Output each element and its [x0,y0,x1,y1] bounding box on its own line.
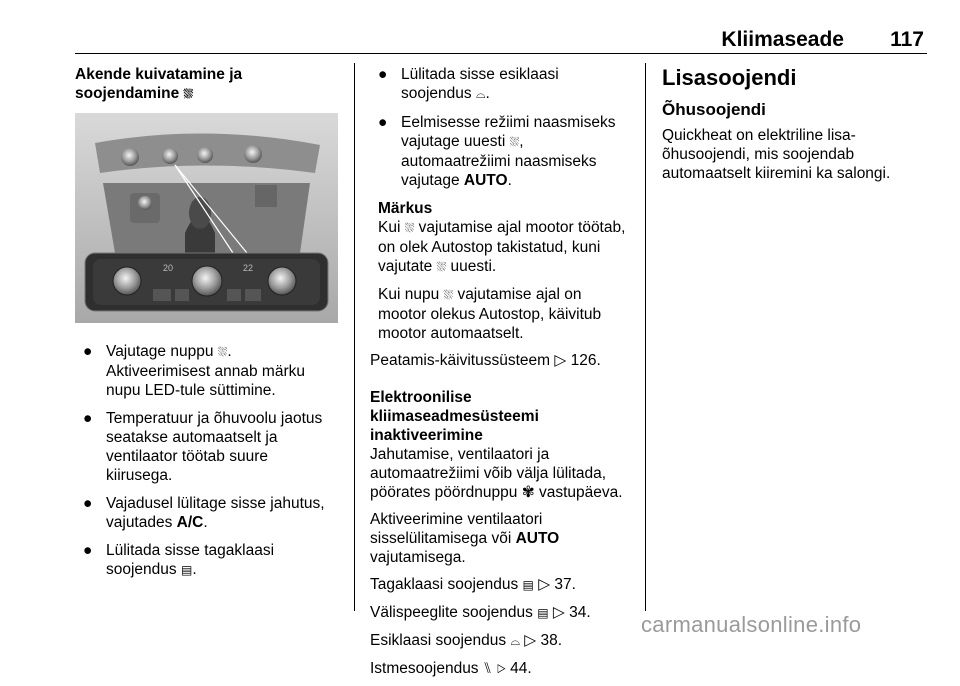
deactivation-paragraph: Jahutamise, ventilaatori ja automaatrežiimi võib välja lülitada, pöörates pöördnuppu ✾ vastupäeva. [370,446,623,501]
watermark: carmanualsonline.info [641,612,862,637]
column-3 [662,65,927,191]
page-ref-arrow-icon: ▷ [538,576,551,593]
seat-heat-icon: ⑊ [482,660,493,677]
header-title: Kliimaseade [721,28,844,51]
section-heading-deactivation: Elektroonilise kliimaseadmesüsteemi inaktiveerimine [370,389,539,444]
windscreen-heat-icon: ⌓ [475,87,486,101]
bullet-3: ● Vajadusel lülitage sisse jahutus, vajutades A/C. [83,495,325,531]
activation-paragraph: Aktiveerimine ventilaatori sisselülitamisega või AUTO vajutamisega. [370,511,560,566]
bullet-4: ● Lülitada sisse tagaklaasi soojendus ▤. [83,542,275,578]
temp-left-label: 20 [163,263,174,273]
page-header [0,28,960,52]
ref-seat-heating: Istmesoojendus ⑊ ▷ 44. [370,660,532,677]
mirror-heat-icon: ▤ [537,606,549,620]
page-number: 117 [890,28,924,51]
note-paragraph-1: Kui ⛆ vajutamise ajal mootor töötab, on olek Autostop takistatud, kuni vajutate ⛆ uuesti. [378,219,626,275]
quickheat-paragraph: Quickheat on elektriline lisa- õhusoojendi, mis soojendab automaatselt kiiremini ka salongi. [662,127,891,182]
temp-right-label: 22 [243,263,254,273]
page-ref-arrow-icon: ▷ [552,604,565,621]
climate-panel-illustration [75,113,338,323]
ref-stop-start: Peatamis-käivitussüsteem ▷ 126. [370,352,601,369]
ref-rear-window: Tagaklaasi soojendus ▤ ▷ 37. [370,576,576,593]
climate-panel-figure [75,113,338,323]
rear-window-heat-icon: ▤ [180,563,193,577]
note-heading: Märkus [378,200,433,217]
rear-window-heat-icon: ▤ [522,578,534,592]
ref-mirrors: Välispeeglite soojendus ▤ ▷ 34. [370,604,591,621]
defrost-icon: ⛆ [183,87,194,101]
page-ref-arrow-icon: ▷ [524,632,537,649]
page-ref-arrow-icon: ▷ [496,660,506,677]
defrost-icon: ⛆ [509,135,520,149]
bullet-1: ● Vajutage nuppu ⛆. Aktiveerimisest annab märku nupu LED-tule süttimine. [83,343,305,399]
auto-icon [245,289,261,301]
column-2 [370,65,635,686]
ref-windscreen: Esiklaasi soojendus ⌓ ▷ 38. [370,632,563,649]
fan-icon: ✾ [521,484,535,501]
section-heading-defrost: Akende kuivatamine ja soojendamine ⛆ [75,66,243,102]
page-ref-arrow-icon: ▷ [554,352,567,369]
bullet-2: ● Temperatuur ja õhuvoolu jaotus seatakse automaatselt ja ventilaator töötab suure kiirusega. [83,410,323,484]
note-paragraph-2: Kui nupu ⛆ vajutamise ajal on mootor olekus Autostop, käivitub mootor automaatselt. [378,286,602,342]
rear-window-icon [175,289,189,301]
column-divider-2 [645,63,646,611]
bullet-5: ● Lülitada sisse esiklaasi soojendus ⌓. [378,66,559,102]
windscreen-heat-icon: ⌓ [510,634,520,648]
ac-icon [227,289,241,301]
chapter-title: Lisasoojendi [662,65,797,90]
max-defrost-icon [153,289,171,301]
defrost-icon: ⛆ [404,221,415,235]
defrost-icon: ⛆ [436,260,447,274]
column-1 [75,65,343,589]
header-rule [75,53,927,54]
column-divider-1 [354,63,355,611]
bullet-6: ● Eelmisesse režiimi naasmiseks vajutage uuesti ⛆, automaatrežiimi naasmiseks vajutage AUTO. [378,114,616,189]
subsection-title: Õhusoojendi [662,100,766,119]
defrost-icon: ⛆ [443,288,454,302]
defrost-icon: ⛆ [217,345,228,359]
